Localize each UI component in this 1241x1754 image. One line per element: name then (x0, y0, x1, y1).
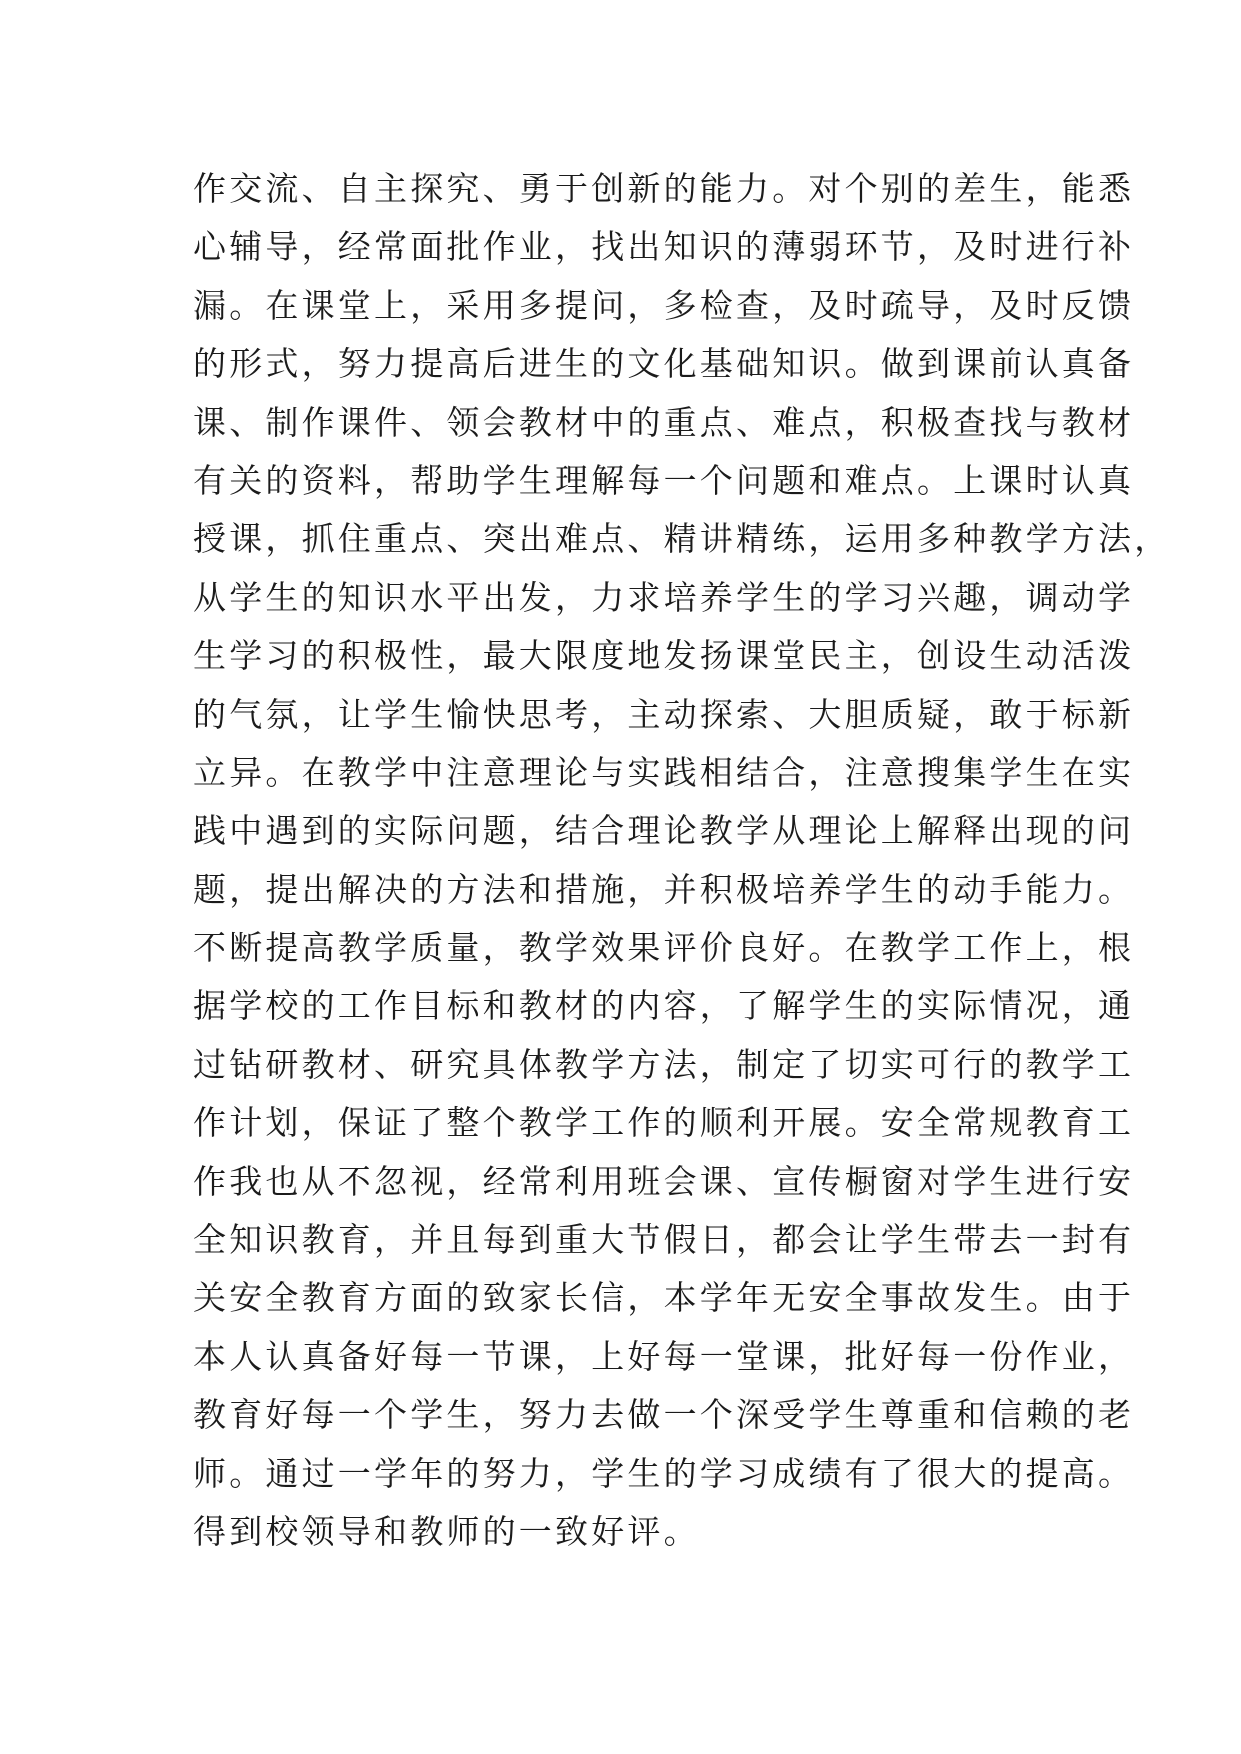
text-line: 立异。在教学中注意理论与实践相结合，注意搜集学生在实 (193, 752, 1135, 792)
text-line: 践中遇到的实际问题，结合理论教学从理论上解释出现的问 (193, 811, 1135, 851)
text-line: 作我也从不忽视，经常利用班会课、宣传橱窗对学生进行安 (193, 1161, 1135, 1201)
text-line: 有关的资料，帮助学生理解每一个问题和难点。上课时认真 (193, 460, 1135, 500)
text-line: 的形式，努力提高后进生的文化基础知识。做到课前认真备 (193, 344, 1135, 384)
text-line: 授课，抓住重点、突出难点、精讲精练，运用多种教学方法， (193, 519, 1171, 559)
text-line: 得到校领导和教师的一致好评。 (193, 1511, 700, 1551)
text-line: 过钻研教材、研究具体教学方法，制定了切实可行的教学工 (193, 1044, 1135, 1084)
text-line: 题，提出解决的方法和措施，并积极培养学生的动手能力。 (193, 869, 1135, 909)
text-line: 生学习的积极性，最大限度地发扬课堂民主，创设生动活泼 (193, 636, 1135, 676)
text-line: 教育好每一个学生，努力去做一个深受学生尊重和信赖的老 (193, 1395, 1135, 1435)
text-line: 从学生的知识水平出发，力求培养学生的学习兴趣，调动学 (193, 577, 1135, 617)
text-line: 作计划，保证了整个教学工作的顺利开展。安全常规教育工 (193, 1103, 1135, 1143)
text-line: 作交流、自主探究、勇于创新的能力。对个别的差生，能悉 (193, 169, 1135, 208)
text-line: 心辅导，经常面批作业，找出知识的薄弱环节，及时进行补 (193, 227, 1135, 267)
text-line: 不断提高教学质量，教学效果评价良好。在教学工作上，根 (193, 928, 1135, 968)
text-line: 漏。在课堂上，采用多提问，多检查，及时疏导，及时反馈 (193, 285, 1135, 325)
text-line: 关安全教育方面的致家长信，本学年无安全事故发生。由于 (193, 1278, 1135, 1318)
text-line: 本人认真备好每一节课，上好每一堂课，批好每一份作业， (193, 1336, 1135, 1376)
text-line: 据学校的工作目标和教材的内容，了解学生的实际情况，通 (193, 986, 1135, 1026)
text-line: 全知识教育，并且每到重大节假日，都会让学生带去一封有 (193, 1220, 1135, 1260)
body-paragraph (193, 160, 1171, 1561)
text-line: 的气氛，让学生愉快思考，主动探索、大胆质疑，敢于标新 (193, 694, 1135, 734)
text-line: 师。通过一学年的努力，学生的学习成绩有了很大的提高。 (193, 1453, 1135, 1493)
text-line: 课、制作课件、领会教材中的重点、难点，积极查找与教材 (193, 402, 1135, 442)
